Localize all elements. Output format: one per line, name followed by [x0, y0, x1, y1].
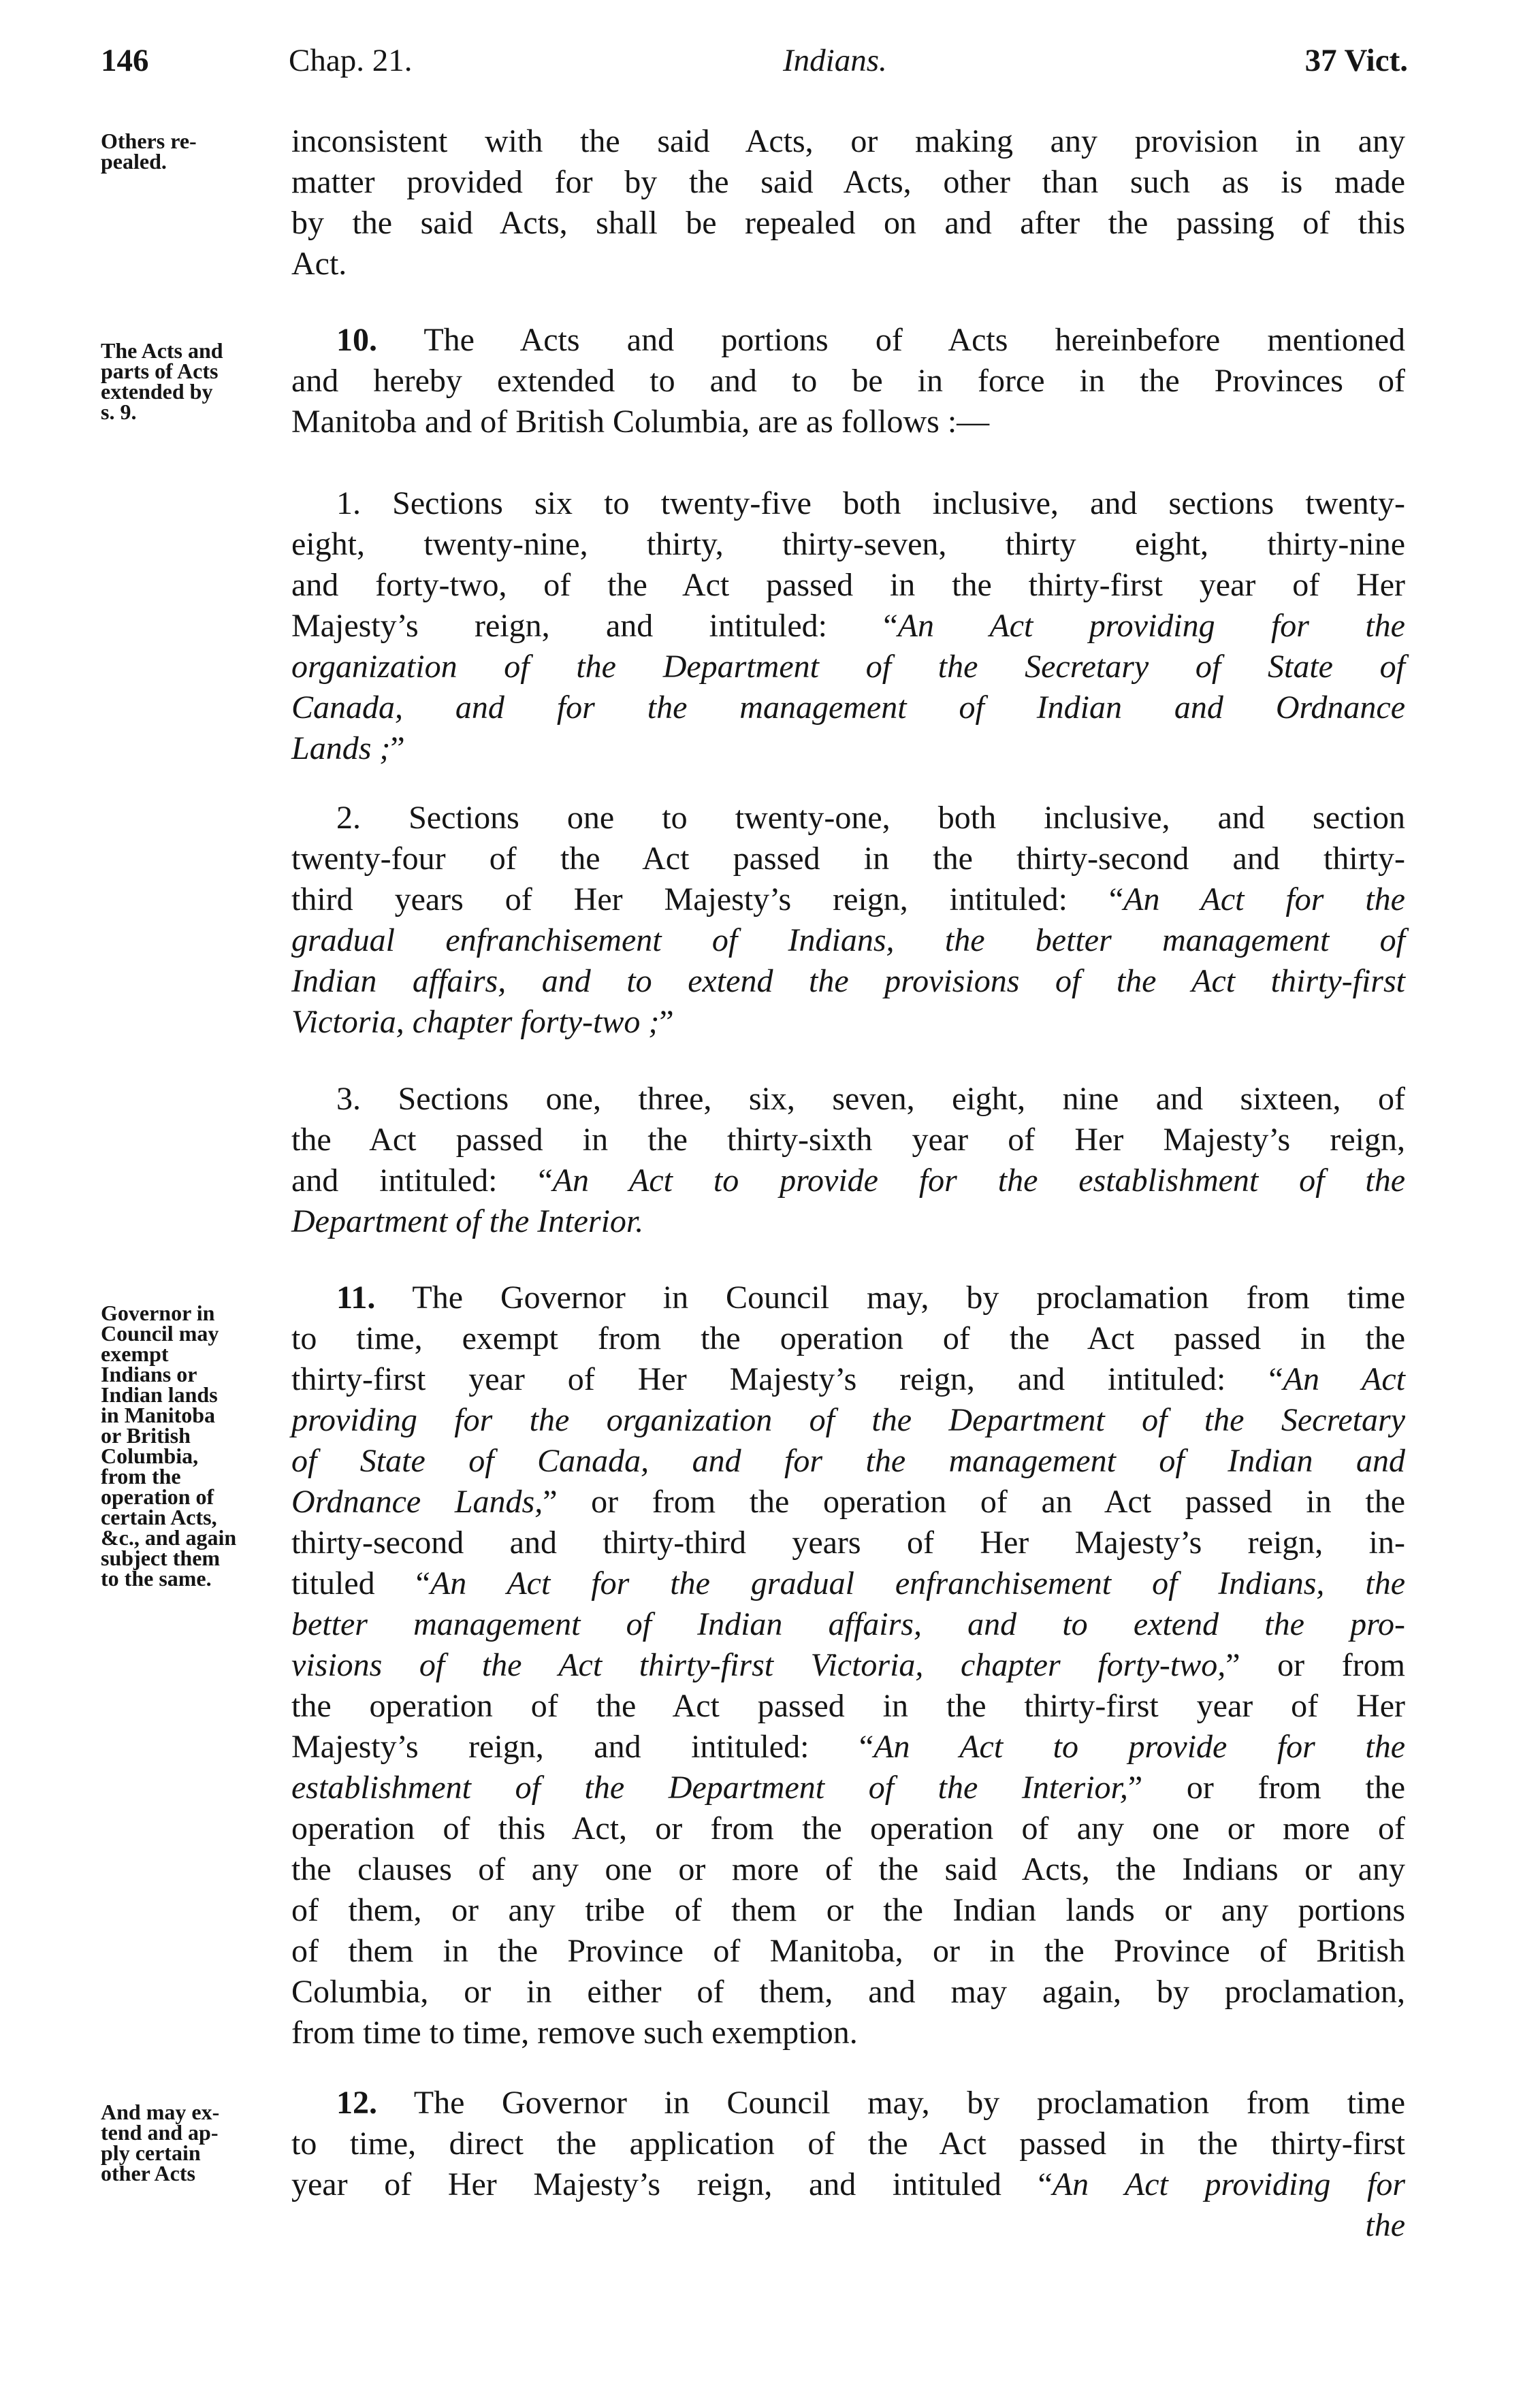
regnal-year: 37 Vict.	[1304, 43, 1408, 78]
enumerated-item-1: 1. Sections six to twenty-five both inclusive, and sections twenty- eight, twenty-nine, thirty, thirty-seven, thirty eight, thirty-nine and forty-two, of the Act passed in the thirty-first year of Her Majesty’s reign, and intituled: “An Act providing for the organization of the Department of the Secretary of State of Canada, and for the management of Indian and Ordnance Lands ;”	[291, 485, 1405, 766]
enumerated-item-2: 2. Sections one to twenty-one, both inclusive, and section twenty-four of the Act passed in the thirty-second and thirty- third years of Her Majesty’s reign, intituled: “An Act for the gradual enfranchisement of Indians, the better management of Indian affairs, and to extend the provisions of the Act thirty-first Victoria, chapter forty-two ;”	[291, 800, 1405, 1040]
enumerated-item-3: 3. Sections one, three, six, seven, eight, nine and sixteen, of the Act passed in the thirty-sixth year of Her Majesty’s reign, and intituled: “An Act to provide for the establishment of the Department of the Interior.	[291, 1081, 1405, 1239]
margin-note-acts-extended: The Acts and parts of Acts extended by s. 9.	[101, 338, 223, 424]
catchword: the	[1365, 2207, 1405, 2243]
running-header	[101, 42, 1408, 90]
section-12: 12. The Governor in Council may, by proclamation from time to time, direct the application of the Act passed in the thirty-first year of Her Majesty’s reign, and intituled “An Act providing for the	[291, 2083, 1405, 2246]
section-9-tail: inconsistent with the said Acts, or making any provision in any matter provided for by the said Acts, other than such as is made by the said Acts, shall be repealed on and after the passing of this Act.	[291, 123, 1405, 282]
section-number: 12.	[336, 2085, 377, 2121]
chapter-label: Chap. 21.	[289, 43, 413, 78]
page-title: Indians.	[783, 43, 887, 78]
section-number: 11.	[336, 1280, 376, 1316]
margin-note-others-repealed: Others re- pealed.	[101, 129, 197, 174]
section-10: 10. The Acts and portions of Acts hereinbefore mentioned and hereby extended to and to be in force in the Provinces of Manitoba and of British Columbia, are as follows :—	[291, 322, 1405, 440]
section-number: 10.	[336, 322, 377, 358]
margin-note-extend-other-acts: And may ex- tend and ap- ply certain other Acts	[101, 2100, 220, 2185]
margin-note-governor-exempt: Governor in Council may exempt Indians or Indian lands in Manitoba or British Columbia, from the operation of certain Acts, &c., and again subject them to the same.	[101, 1301, 237, 1591]
section-11: 11. The Governor in Council may, by proclamation from time to time, exempt from the operation of the Act passed in the thirty-first year of Her Majesty’s reign, and intituled: “An Act providing for the organization of the Department of the Secretary of State of Canada, and for the management of Indian and Ordnance Lands,” or from the operation of an Act passed in the thirty-second and thirty-third years of Her Majesty’s reign, in- tituled “An Act for the gradual enfranchisement of Indians, the better management of Indian affairs, and to extend the pro- visions of the Act thirty-first Victoria, chapter forty-two,” or from the operation of the Act passed in the thirty-first year of Her Majesty’s reign, and intituled: “An Act to provide for the establishment of the Department of the Interior,” or from the operation of this Act, or from the operation of any one or more of the clauses of any one or more of the said Acts, the Indians or any of them, or any tribe of them or the Indian lands or any portions of them in the Province of Manitoba, or in the Province of British Columbia, or in either of them, and may again, by proclamation, from time to time, remove such exemption.	[291, 1280, 1406, 2051]
page-number: 146	[101, 43, 149, 78]
